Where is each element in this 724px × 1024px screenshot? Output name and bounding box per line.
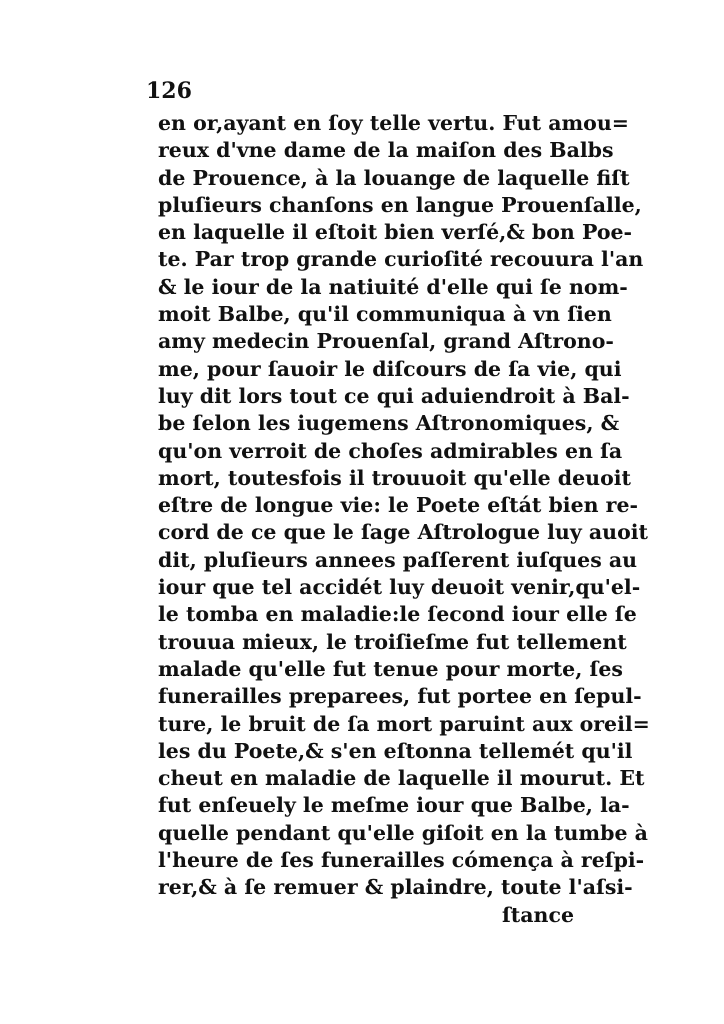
text-line: cord de ce que le ſage Aſtrologue luy auoit: [158, 520, 649, 545]
page-number: 126: [146, 78, 192, 104]
text-line: reux d'vne dame de la maiſon des Balbs: [158, 138, 614, 163]
text-line: mort, toutesfois il trouuoit qu'elle deuoit: [158, 465, 632, 490]
text-line: malade qu'elle fut tenue pour morte, ſes: [158, 656, 623, 681]
text-line: en laquelle il eſtoit bien verſé,& bon Poe-: [158, 220, 633, 245]
text-line: moit Balbe, qu'il communiqua à vn ſien: [158, 302, 612, 327]
text-line: rer,& à ſe remuer & plaindre, toute l'aſsi-: [158, 875, 633, 900]
text-line: qu'on verroit de choſes admirables en ſa: [158, 438, 623, 463]
text-line: trouua mieux, le troiſieſme fut tellement: [158, 629, 627, 654]
text-line: luy dit lors tout ce qui aduiendroit à Bal-: [158, 383, 630, 408]
text-line: te. Par trop grande curioſité recouura l'an: [158, 247, 644, 272]
text-line: be ſelon les iugemens Aſtronomiques, &: [158, 411, 620, 436]
text-line: pluſieurs chanſons en langue Prouenſalle,: [158, 192, 642, 217]
text-line: amy medecin Prouenſal, grand Aſtrono-: [158, 329, 614, 354]
text-line: funerailles preparees, fut portee en ſepul-: [158, 684, 642, 709]
text-line: quelle pendant qu'elle giſoit en la tumbe à: [158, 820, 648, 845]
body-text: [158, 110, 650, 929]
text-line: me, pour ſauoir le diſcours de ſa vie, qui: [158, 356, 622, 381]
text-line: en or,ayant en ſoy telle vertu. Fut amou=: [158, 111, 629, 135]
text-line: fut enſeuely le meſme iour que Balbe, la-: [158, 793, 630, 818]
catchword: ſtance: [501, 902, 574, 927]
text-line: les du Poete,& s'en eſtonna tellemét qu'il: [158, 738, 633, 763]
text-line: le tomba en maladie:le ſecond iour elle ſe: [158, 602, 637, 627]
text-line: dit, pluſieurs annees paſſerent iuſques au: [158, 547, 638, 572]
text-line: l'heure de ſes funerailles cómença à reſpi-: [158, 848, 645, 873]
text-line: cheut en maladie de laquelle il mourut. Et: [158, 766, 645, 791]
text-line: eſtre de longue vie: le Poete eſtát bien re-: [158, 493, 639, 518]
text-line: de Prouence, à la louange de laquelle fiſt: [158, 165, 630, 190]
text-line: & le iour de la natiuité d'elle qui ſe nom-: [158, 274, 628, 299]
text-line: iour que tel accidét luy deuoit venir,qu'el-: [158, 575, 641, 600]
text-line: ture, le bruit de ſa mort paruint aux oreil=: [158, 711, 650, 736]
